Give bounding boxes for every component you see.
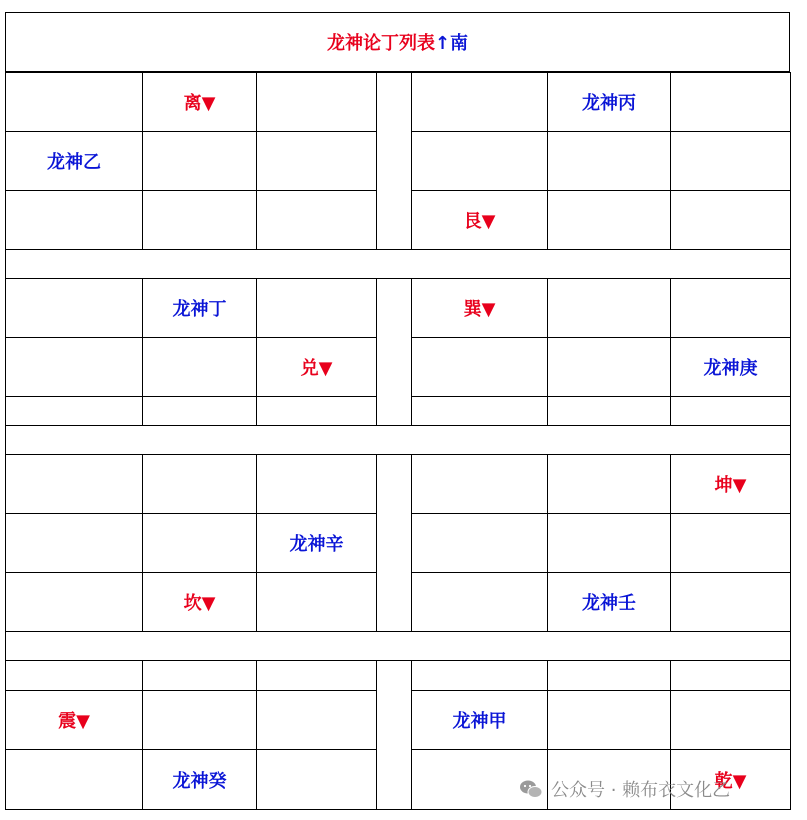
watermark bbox=[519, 776, 730, 802]
table-cell bbox=[547, 131, 671, 191]
table-cell bbox=[5, 749, 143, 810]
table-cell bbox=[256, 572, 377, 632]
label-li: 离▼ bbox=[183, 93, 216, 114]
table-cell bbox=[142, 337, 257, 397]
table-cell bbox=[547, 454, 671, 514]
table-cell bbox=[411, 572, 548, 632]
label-dui: 兑▼ bbox=[300, 358, 333, 379]
table-cell bbox=[411, 513, 548, 573]
table-cell bbox=[670, 572, 791, 632]
table-cell bbox=[670, 278, 791, 338]
cell-dragon-xin bbox=[256, 513, 377, 573]
table-cell bbox=[411, 337, 548, 397]
table-cell bbox=[256, 690, 377, 750]
table-cell bbox=[670, 190, 791, 250]
label-dragon-xin: 龙神辛 bbox=[289, 534, 344, 555]
separator-row bbox=[5, 631, 791, 661]
table-cell bbox=[411, 396, 548, 426]
cell-li bbox=[142, 72, 257, 132]
label-dragon-ren: 龙神壬 bbox=[582, 593, 636, 614]
table-cell bbox=[670, 690, 791, 750]
table-cell bbox=[547, 278, 671, 338]
divider-column bbox=[376, 660, 412, 810]
table-cell bbox=[256, 190, 377, 250]
label-zhen: 震▼ bbox=[58, 711, 90, 732]
cell-kun bbox=[670, 454, 791, 514]
divider-column bbox=[376, 454, 412, 632]
table-cell bbox=[256, 749, 377, 810]
table-cell bbox=[142, 396, 257, 426]
table-cell bbox=[5, 513, 143, 573]
table-cell bbox=[142, 690, 257, 750]
separator-row bbox=[5, 425, 791, 455]
cell-zhen bbox=[5, 690, 143, 750]
divider-column bbox=[376, 278, 412, 426]
table-cell bbox=[547, 690, 671, 750]
table-cell bbox=[411, 72, 548, 132]
table-cell bbox=[411, 660, 548, 691]
label-dragon-gui: 龙神癸 bbox=[172, 770, 227, 792]
table-cell bbox=[670, 131, 791, 191]
table-cell bbox=[5, 278, 143, 338]
table-cell bbox=[142, 660, 257, 691]
table-cell bbox=[5, 660, 143, 691]
table-cell bbox=[547, 396, 671, 426]
label-dragon-ding: 龙神丁 bbox=[172, 299, 227, 320]
cell-dragon-jia bbox=[411, 690, 548, 750]
table-cell bbox=[256, 278, 377, 338]
table-cell bbox=[256, 660, 377, 691]
table-cell bbox=[142, 131, 257, 191]
table-cell bbox=[142, 513, 257, 573]
table-cell bbox=[256, 454, 377, 514]
table-cell bbox=[5, 337, 143, 397]
table-title bbox=[5, 12, 790, 72]
cell-dragon-ding bbox=[142, 278, 257, 338]
table-cell bbox=[256, 72, 377, 132]
table-cell bbox=[670, 660, 791, 691]
table-cell bbox=[411, 131, 548, 191]
table-cell bbox=[5, 396, 143, 426]
cell-xun bbox=[411, 278, 548, 338]
cell-kan bbox=[142, 572, 257, 632]
label-kun: 坤▼ bbox=[714, 475, 747, 496]
table-cell bbox=[411, 454, 548, 514]
label-xun: 巽▼ bbox=[463, 299, 496, 320]
cell-dragon-geng bbox=[670, 337, 791, 397]
title-direction: ↑南 bbox=[434, 33, 469, 54]
watermark-text: 公众号 · 赖布衣文化乙 bbox=[551, 780, 731, 801]
table-cell bbox=[256, 131, 377, 191]
table-cell bbox=[547, 337, 671, 397]
cell-dragon-gui bbox=[142, 749, 257, 810]
table-cell bbox=[547, 513, 671, 573]
label-dragon-geng: 龙神庚 bbox=[703, 358, 758, 379]
cell-gen bbox=[411, 190, 548, 250]
divider-column bbox=[376, 72, 412, 250]
table-cell bbox=[5, 572, 143, 632]
label-dragon-yi: 龙神乙 bbox=[47, 152, 101, 173]
label-dragon-bing: 龙神丙 bbox=[582, 93, 636, 114]
table-cell bbox=[5, 72, 143, 132]
table-cell bbox=[670, 396, 791, 426]
cell-dragon-bing bbox=[547, 72, 671, 132]
table-cell bbox=[142, 190, 257, 250]
table-cell bbox=[142, 454, 257, 514]
label-qian: 乾▼ bbox=[714, 770, 747, 792]
cell-dragon-yi bbox=[5, 131, 143, 191]
table-cell bbox=[5, 190, 143, 250]
label-gen: 艮▼ bbox=[463, 211, 496, 232]
table-cell bbox=[670, 513, 791, 573]
separator-row bbox=[5, 249, 791, 279]
cell-dragon-ren bbox=[547, 572, 671, 632]
table-cell bbox=[547, 660, 671, 691]
title-text: 龙神论丁列表 bbox=[326, 33, 435, 54]
label-kan: 坎▼ bbox=[183, 593, 216, 614]
table-cell bbox=[670, 72, 791, 132]
table-cell bbox=[5, 454, 143, 514]
label-dragon-jia: 龙神甲 bbox=[452, 711, 507, 732]
wechat-icon bbox=[519, 779, 543, 799]
cell-dui bbox=[256, 337, 377, 397]
table-cell bbox=[547, 190, 671, 250]
table-cell bbox=[256, 396, 377, 426]
